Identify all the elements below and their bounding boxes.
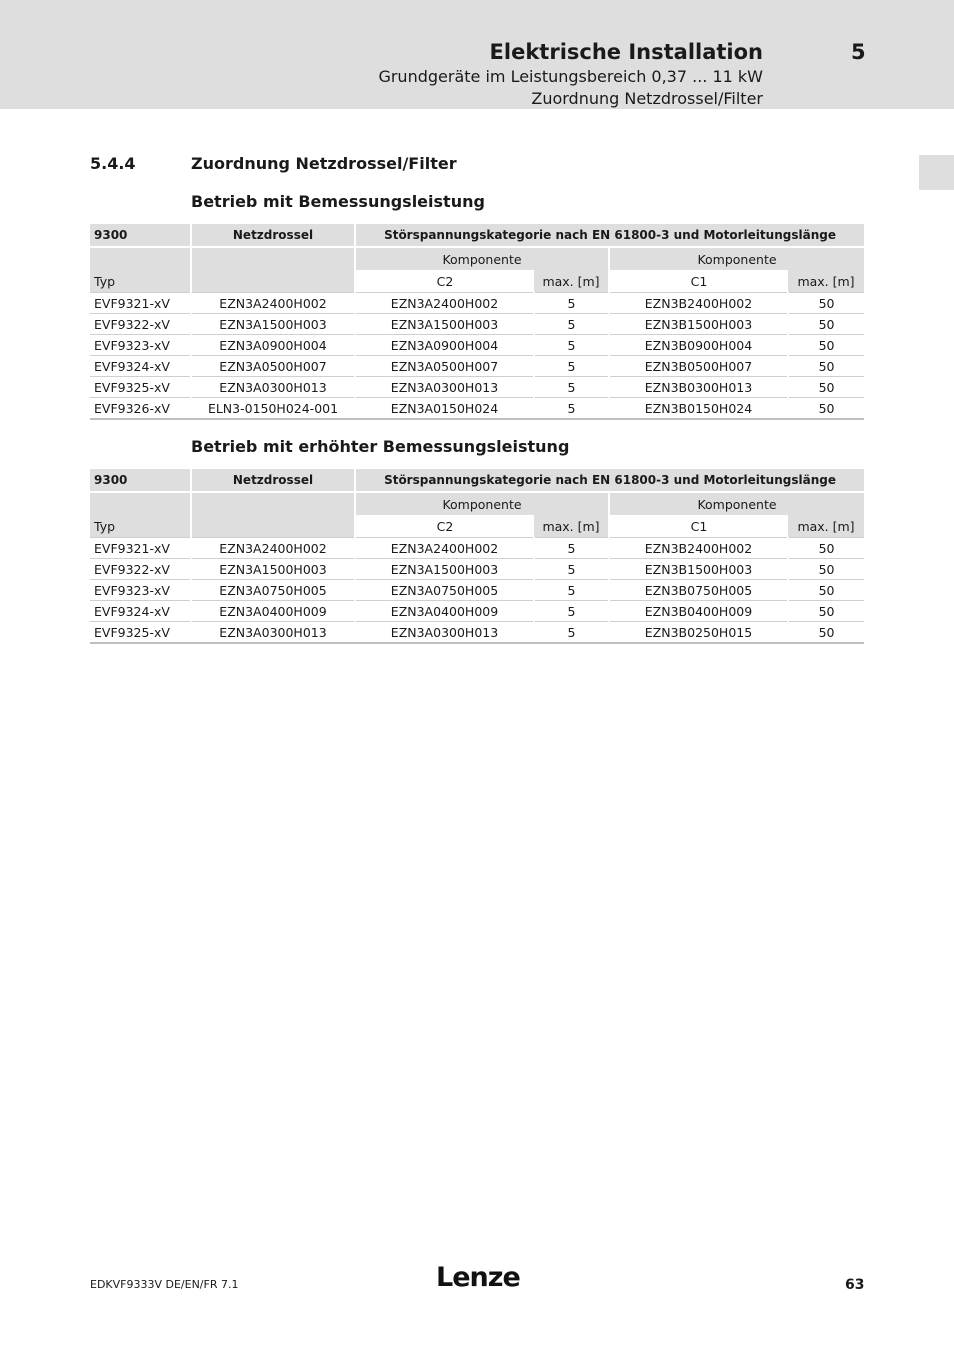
cell-typ: EVF9321-xV <box>90 293 191 314</box>
cell-c1-component: EZN3B1500H003 <box>609 559 788 580</box>
cell-c1-max: 50 <box>788 538 864 559</box>
header-blank <box>90 247 191 270</box>
table2-heading: Betrieb mit erhöhter Bemessungsleistung <box>191 437 570 456</box>
cell-c1-component: EZN3B2400H002 <box>609 293 788 314</box>
section-number: 5.4.4 <box>90 154 136 173</box>
cell-c2-component: EZN3A1500H003 <box>355 559 534 580</box>
cell-c1-component: EZN3B0400H009 <box>609 601 788 622</box>
cell-c2-max: 5 <box>534 398 609 420</box>
cell-c1-max: 50 <box>788 377 864 398</box>
table-increased-power <box>90 469 864 644</box>
header-c1-max: max. [m] <box>788 270 864 293</box>
cell-typ: EVF9325-xV <box>90 622 191 644</box>
cell-c2-component: EZN3A0300H013 <box>355 377 534 398</box>
header-blank <box>191 247 355 270</box>
table-row <box>90 356 864 377</box>
cell-c2-component: EZN3A0400H009 <box>355 601 534 622</box>
table-row <box>90 398 864 420</box>
chapter-number: 5 <box>851 40 866 64</box>
cell-c1-max: 50 <box>788 356 864 377</box>
header-blank <box>90 492 191 515</box>
header-typ: Typ <box>90 515 191 538</box>
table1-heading: Betrieb mit Bemessungsleistung <box>191 192 485 211</box>
header-c1: C1 <box>690 273 708 289</box>
header-c2: C2 <box>436 273 454 289</box>
cell-c2-max: 5 <box>534 559 609 580</box>
table-row <box>90 580 864 601</box>
cell-netzdrossel: EZN3A1500H003 <box>191 559 355 580</box>
table2-body <box>90 538 864 644</box>
cell-c2-component: EZN3A1500H003 <box>355 314 534 335</box>
cell-c1-max: 50 <box>788 335 864 356</box>
cell-netzdrossel: EZN3A0400H009 <box>191 601 355 622</box>
cell-c1-max: 50 <box>788 293 864 314</box>
cell-c1-component: EZN3B2400H002 <box>609 538 788 559</box>
cell-c1-max: 50 <box>788 398 864 420</box>
table-row <box>90 377 864 398</box>
cell-c2-max: 5 <box>534 335 609 356</box>
header-komponente-c1: Komponente <box>609 247 864 270</box>
cell-c1-max: 50 <box>788 314 864 335</box>
header-komponente-c2: Komponente <box>355 247 609 270</box>
cell-c2-component: EZN3A0900H004 <box>355 335 534 356</box>
cell-netzdrossel: ELN3-0150H024-001 <box>191 398 355 420</box>
cell-typ: EVF9322-xV <box>90 559 191 580</box>
header-c1-max: max. [m] <box>788 515 864 538</box>
cell-c2-component: EZN3A0150H024 <box>355 398 534 420</box>
table2-header <box>90 469 864 538</box>
cell-netzdrossel: EZN3A0500H007 <box>191 356 355 377</box>
header-9300: 9300 <box>90 224 191 247</box>
cell-c1-component: EZN3B0250H015 <box>609 622 788 644</box>
cell-c1-component: EZN3B0900H004 <box>609 335 788 356</box>
cell-typ: EVF9324-xV <box>90 356 191 377</box>
table1-body <box>90 293 864 420</box>
cell-c2-max: 5 <box>534 293 609 314</box>
cell-c1-component: EZN3B0300H013 <box>609 377 788 398</box>
cell-typ: EVF9326-xV <box>90 398 191 420</box>
document-code: EDKVF9333V DE/EN/FR 7.1 <box>90 1278 239 1291</box>
cell-netzdrossel: EZN3A2400H002 <box>191 293 355 314</box>
cell-c1-component: EZN3B0750H005 <box>609 580 788 601</box>
cell-typ: EVF9323-xV <box>90 580 191 601</box>
cell-netzdrossel: EZN3A0300H013 <box>191 377 355 398</box>
table-row <box>90 601 864 622</box>
cell-c2-max: 5 <box>534 622 609 644</box>
header-band <box>0 0 954 109</box>
cell-c1-max: 50 <box>788 622 864 644</box>
header-blank <box>191 492 355 515</box>
table-row <box>90 314 864 335</box>
cell-c2-component: EZN3A0300H013 <box>355 622 534 644</box>
cell-typ: EVF9325-xV <box>90 377 191 398</box>
cell-c2-max: 5 <box>534 601 609 622</box>
header-9300: 9300 <box>90 469 191 492</box>
cell-c2-max: 5 <box>534 377 609 398</box>
chapter-tab-marker <box>919 155 954 190</box>
cell-netzdrossel: EZN3A0750H005 <box>191 580 355 601</box>
cell-netzdrossel: EZN3A2400H002 <box>191 538 355 559</box>
lenze-logo: Lenze <box>436 1262 520 1293</box>
header-category: Störspannungskategorie nach EN 61800-3 und Motorleitungslänge <box>355 469 864 492</box>
cell-c1-component: EZN3B0500H007 <box>609 356 788 377</box>
header-c2: C2 <box>436 518 454 534</box>
table-row <box>90 335 864 356</box>
header-blank <box>191 270 355 293</box>
cell-c1-max: 50 <box>788 601 864 622</box>
chapter-subtitle-2: Zuordnung Netzdrossel/Filter <box>531 89 763 108</box>
cell-netzdrossel: EZN3A1500H003 <box>191 314 355 335</box>
chapter-subtitle-1: Grundgeräte im Leistungsbereich 0,37 ... 11 kW <box>378 67 763 86</box>
cell-typ: EVF9323-xV <box>90 335 191 356</box>
table-row <box>90 622 864 644</box>
cell-c1-component: EZN3B1500H003 <box>609 314 788 335</box>
header-c1: C1 <box>690 518 708 534</box>
header-komponente-c1: Komponente <box>609 492 864 515</box>
cell-c1-max: 50 <box>788 559 864 580</box>
table-row <box>90 293 864 314</box>
page-number: 63 <box>845 1277 865 1293</box>
header-typ: Typ <box>90 270 191 293</box>
table1-header <box>90 224 864 293</box>
cell-typ: EVF9321-xV <box>90 538 191 559</box>
cell-c2-component: EZN3A0500H007 <box>355 356 534 377</box>
header-komponente-c2: Komponente <box>355 492 609 515</box>
table-row <box>90 559 864 580</box>
cell-netzdrossel: EZN3A0900H004 <box>191 335 355 356</box>
header-category: Störspannungskategorie nach EN 61800-3 und Motorleitungslänge <box>355 224 864 247</box>
table-rated-power <box>90 224 864 420</box>
header-c2-max: max. [m] <box>534 515 609 538</box>
cell-c2-max: 5 <box>534 356 609 377</box>
cell-c2-max: 5 <box>534 580 609 601</box>
header-blank <box>191 515 355 538</box>
cell-c2-max: 5 <box>534 538 609 559</box>
cell-typ: EVF9324-xV <box>90 601 191 622</box>
cell-typ: EVF9322-xV <box>90 314 191 335</box>
cell-c1-max: 50 <box>788 580 864 601</box>
cell-c2-component: EZN3A0750H005 <box>355 580 534 601</box>
cell-c2-component: EZN3A2400H002 <box>355 538 534 559</box>
chapter-title: Elektrische Installation <box>489 40 763 64</box>
section-title: Zuordnung Netzdrossel/Filter <box>191 154 457 173</box>
header-netzdrossel: Netzdrossel <box>191 224 355 247</box>
cell-c2-component: EZN3A2400H002 <box>355 293 534 314</box>
table-row <box>90 538 864 559</box>
cell-netzdrossel: EZN3A0300H013 <box>191 622 355 644</box>
header-c2-max: max. [m] <box>534 270 609 293</box>
header-netzdrossel: Netzdrossel <box>191 469 355 492</box>
cell-c1-component: EZN3B0150H024 <box>609 398 788 420</box>
cell-c2-max: 5 <box>534 314 609 335</box>
